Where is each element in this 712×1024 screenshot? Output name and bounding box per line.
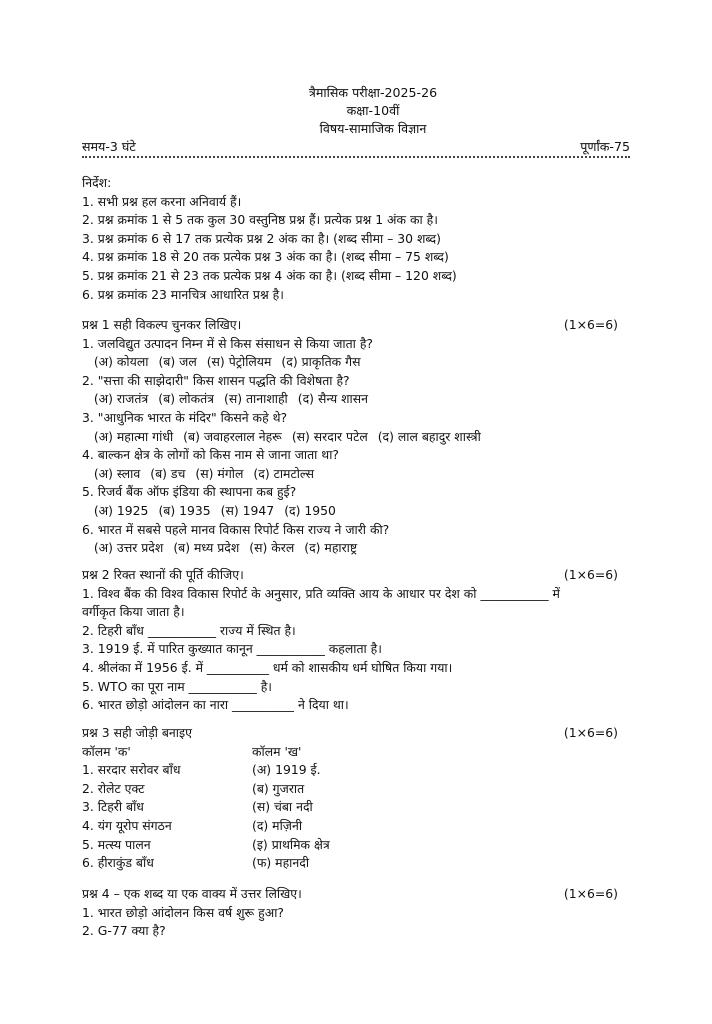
mcq-option: (स) मंगोल <box>195 465 244 481</box>
mcq-option: (द) टामटोल्स <box>253 465 315 481</box>
mcq-option: (द) सैन्य शासन <box>297 391 368 407</box>
instruction-item: 5. प्रश्न क्रमांक 21 से 23 तक प्रत्येक प्रश्न 4 अंक का है। (शब्द सीमा – 120 शब्द) <box>82 267 457 283</box>
mcq-option: (अ) राजतंत्र <box>93 391 149 407</box>
question-marks: (1×6=6) <box>563 886 618 901</box>
mcq-option: (स) 1947 <box>220 502 275 518</box>
match-row <box>82 761 630 780</box>
mcq-option: (ब) जल <box>158 354 197 370</box>
instruction-item: 2. प्रश्न क्रमांक 1 से 5 तक कुल 30 वस्तुनिष्ठ प्रश्न हैं। प्रत्येक प्रश्न 1 अंक का है। <box>82 212 438 228</box>
mcq-option: (ब) जवाहरलाल नेहरू <box>183 428 282 444</box>
max-marks-label: पूर्णांक-75 <box>580 139 630 154</box>
match-left: 3. टिहरी बाँध <box>82 799 144 815</box>
mcq-question: 4. बाल्कन क्षेत्र के लोगों को किस नाम से जाना जाता था? <box>82 447 340 463</box>
mcq-question: 6. भारत में सबसे पहले मानव विकास रिपोर्ट किस राज्य ने जारी की? <box>82 521 390 537</box>
mcq-option: (ब) डच <box>150 465 186 481</box>
mcq-option: (स) केरल <box>249 540 295 556</box>
instructions <box>82 174 630 304</box>
question-heading-row <box>82 316 630 335</box>
match-left: 2. रोलेट एक्ट <box>82 780 145 796</box>
question-marks: (1×6=6) <box>563 317 618 332</box>
fill-blank-item: 3. 1919 ई. में पारित कुख्यात कानून ___________ कहलाता है। <box>82 641 382 657</box>
mcq-option: (स) सरदार पटेल <box>291 428 368 444</box>
mcq-option: (द) महाराष्ट्र <box>304 540 358 556</box>
question-heading-row <box>82 885 630 904</box>
match-right: (इ) प्राथमिक क्षेत्र <box>252 836 330 852</box>
mcq-options <box>82 465 630 484</box>
mcq-option: (अ) स्लाव <box>93 465 141 481</box>
match-right: (स) चंबा नदी <box>252 799 313 815</box>
match-right: (द) मज़िनी <box>252 817 303 833</box>
fill-blank-item: 5. WTO का पूरा नाम ___________ है। <box>82 678 272 694</box>
question-marks: (1×6=6) <box>563 725 618 740</box>
instruction-item: 1. सभी प्रश्न हल करना अनिवार्य हैं। <box>82 193 242 209</box>
mcq-options <box>82 502 630 521</box>
mcq-question: 2. "सत्ता की साझेदारी" किस शासन पद्धति की विशेषता है? <box>82 372 350 388</box>
match-row <box>82 854 630 873</box>
mcq-option: (द) प्राकृतिक गैस <box>281 354 361 370</box>
match-left: 6. हीराकुंड बाँध <box>82 855 154 871</box>
match-row <box>82 817 630 836</box>
exam-header <box>0 84 712 138</box>
question-heading: प्रश्न 1 सही विकल्प चुनकर लिखिए। <box>82 317 242 332</box>
column-a-heading: कॉलम 'क' <box>82 743 131 759</box>
mcq-option: (स) पेट्रोलियम <box>206 354 272 370</box>
match-right: (फ) महानदी <box>252 855 310 871</box>
question-2 <box>82 566 630 715</box>
match-left: 5. मत्स्य पालन <box>82 836 151 852</box>
question-1 <box>82 316 630 558</box>
mcq-options <box>82 353 630 372</box>
mcq-question: 3. "आधुनिक भारत के मंदिर" किसने कहे थे? <box>82 409 288 425</box>
instruction-item: 6. प्रश्न क्रमांक 23 मानचित्र आधारित प्रश्न है। <box>82 286 284 302</box>
dotted-divider <box>82 156 630 158</box>
mcq-option: (अ) उत्तर प्रदेश <box>93 540 164 556</box>
question-heading: प्रश्न 3 सही जोड़ी बनाइए <box>82 725 192 740</box>
question-heading: प्रश्न 2 रिक्त स्थानों की पूर्ति कीजिए। <box>82 567 244 582</box>
time-marks-row <box>82 138 630 155</box>
question-heading-row <box>82 566 630 585</box>
mcq-options <box>82 428 630 447</box>
exam-title: त्रैमासिक परीक्षा-2025-26 <box>308 85 438 100</box>
match-left: 4. यंग यूरोप संगठन <box>82 817 172 833</box>
question-heading-row <box>82 724 630 743</box>
mcq-option: (ब) मध्य प्रदेश <box>173 540 240 556</box>
fill-blank-item: 4. श्रीलंका में 1956 ई. में __________ धर्म को शासकीय धर्म घोषित किया गया। <box>82 659 453 675</box>
subject-label: विषय-सामाजिक विज्ञान <box>319 121 427 136</box>
mcq-option: (ब) लोकतंत्र <box>158 391 214 407</box>
instruction-item: 3. प्रश्न क्रमांक 6 से 17 तक प्रत्येक प्रश्न 2 अंक का है। (शब्द सीमा – 30 शब्द) <box>82 230 441 246</box>
mcq-options <box>82 390 630 409</box>
match-right: (अ) 1919 ई. <box>252 762 321 778</box>
match-right: (ब) गुजरात <box>252 780 305 796</box>
fill-blank-item: 2. टिहरी बाँध ___________ राज्य में स्थित है। <box>82 622 296 638</box>
match-columns-header <box>82 743 630 762</box>
fill-blank-item: 6. भारत छोड़ो आंदोलन का नारा __________ ने दिया था। <box>82 697 349 713</box>
mcq-option: (अ) 1925 <box>93 502 149 518</box>
mcq-question: 1. जलविद्युत उत्पादन निम्न में से किस संसाधन से किया जाता है? <box>82 335 373 351</box>
fill-blank-item: 1. विश्व बैंक की विश्व विकास रिपोर्ट के अनुसार, प्रति व्यक्ति आय के आधार पर देश को ___________ में <box>82 585 560 601</box>
fill-blank-item: वर्गीकृत किया जाता है। <box>82 604 185 620</box>
mcq-question: 5. रिजर्व बैंक ऑफ इंडिया की स्थापना कब हुई? <box>82 484 297 500</box>
question-marks: (1×6=6) <box>563 567 618 582</box>
instruction-item: 4. प्रश्न क्रमांक 18 से 20 तक प्रत्येक प्रश्न 3 अंक का है। (शब्द सीमा – 75 शब्द) <box>82 249 449 265</box>
match-row <box>82 798 630 817</box>
match-row <box>82 780 630 799</box>
question-heading: प्रश्न 4 – एक शब्द या एक वाक्य में उत्तर लिखिए। <box>82 886 302 901</box>
instructions-heading: निर्देश: <box>82 175 112 190</box>
time-label: समय-3 घंटे <box>82 139 136 154</box>
match-row <box>82 836 630 855</box>
mcq-options <box>82 539 630 558</box>
mcq-option: (द) लाल बहादुर शास्त्री <box>377 428 481 444</box>
short-answer-item: 1. भारत छोड़ो आंदोलन किस वर्ष शुरू हुआ? <box>82 904 284 920</box>
column-b-heading: कॉलम 'ख' <box>252 743 302 759</box>
mcq-option: (अ) कोयला <box>93 354 149 370</box>
mcq-option: (द) 1950 <box>284 502 336 518</box>
match-left: 1. सरदार सरोवर बाँध <box>82 762 181 778</box>
question-4 <box>82 885 630 941</box>
question-3 <box>82 724 630 873</box>
mcq-option: (अ) महात्मा गांधी <box>93 428 174 444</box>
class-label: कक्षा-10वीं <box>346 103 400 118</box>
mcq-option: (ब) 1935 <box>158 502 211 518</box>
short-answer-item: 2. G-77 क्या है? <box>82 923 166 939</box>
mcq-option: (स) तानाशाही <box>224 391 288 407</box>
